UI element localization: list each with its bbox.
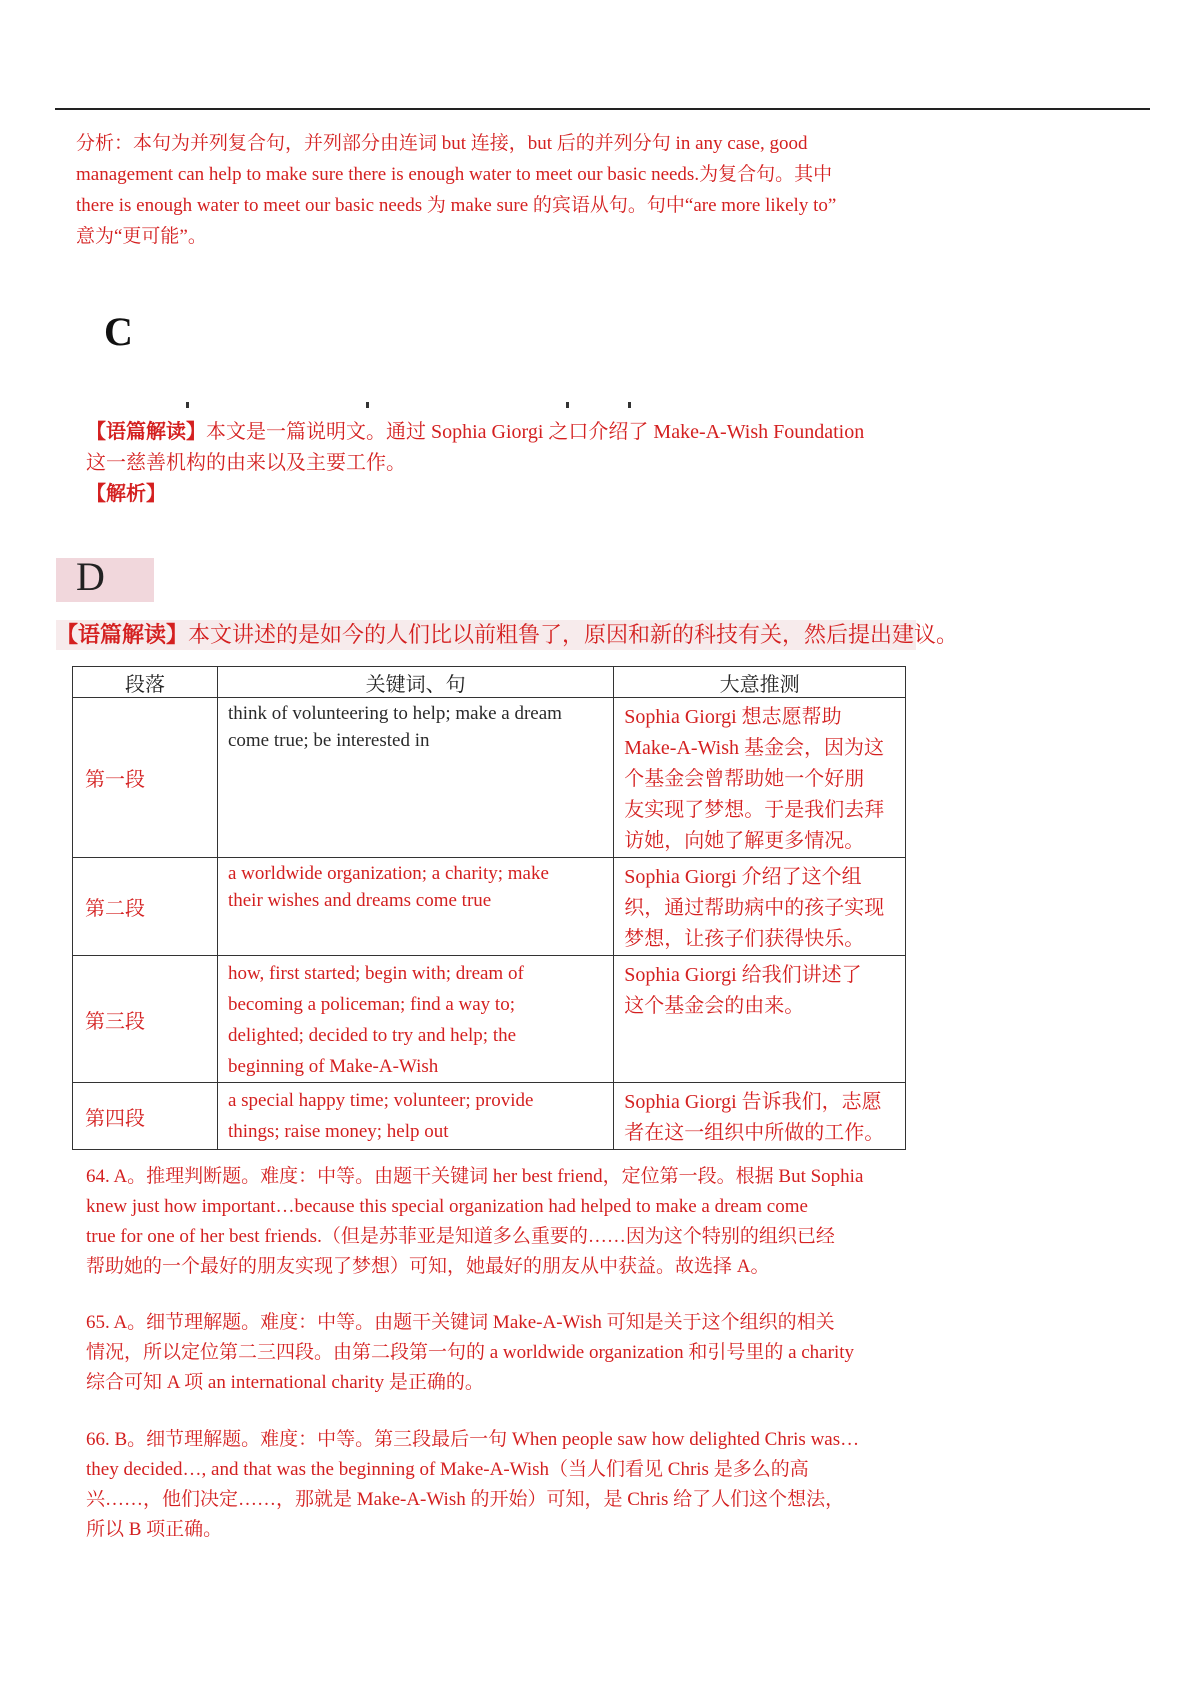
table-summary-cell [614, 698, 906, 858]
keyword-line: becoming a policeman; find a way to; [227, 994, 515, 1015]
table-header-cell: 大意推测 [614, 667, 906, 698]
answer-66 [86, 1425, 859, 1545]
analysis-paragraph [76, 128, 836, 252]
answer-line: 情况，所以定位第二三四段。由第二段第一句的 a worldwide organization 和引号里的 a charity [86, 1342, 854, 1363]
summary-line: 访她，向她了解更多情况。 [624, 830, 865, 852]
summary-line: Sophia Giorgi 给我们讲述了 [624, 964, 862, 986]
section-c-intro-text-2: 这一慈善机构的由来以及主要工作。 [86, 452, 406, 474]
answer-line: 综合可知 A 项 an international charity 是正确的。 [86, 1372, 484, 1393]
answer-line: they decided…, and that was the beginning of Make-A-Wish（当人们看见 Chris 是多么的高 [86, 1459, 809, 1480]
keyword-line: things; raise money; help out [227, 1121, 449, 1142]
summary-line: 梦想，让孩子们获得快乐。 [624, 928, 865, 950]
answer-line: 所以 B 项正确。 [86, 1519, 223, 1540]
table-para-cell: 第二段 [73, 858, 218, 956]
analysis-line: 分析：本句为并列复合句，并列部分由连词 but 连接，but 后的并列分句 in any case, good [76, 133, 808, 154]
section-c-intro [86, 417, 864, 510]
section-c-intro-label: 【语篇解读】 [86, 421, 206, 443]
section-d-intro-text: 本文讲述的是如今的人们比以前粗鲁了，原因和新的科技有关，然后提出建议。 [188, 622, 959, 647]
table-row [73, 956, 906, 1083]
section-c-letter: C [104, 309, 133, 354]
table-para-cell: 第四段 [73, 1083, 218, 1150]
answer-line: true for one of her best friends.（但是苏菲亚是知道多么重要的……因为这个特别的组织已经 [86, 1226, 835, 1247]
answer-line: 65. A。细节理解题。难度：中等。由题干关键词 Make-A-Wish 可知是关于这个组织的相关 [86, 1312, 835, 1333]
keyword-line: how, first started; begin with; dream of [227, 963, 524, 984]
answer-line: 64. A。推理判断题。难度：中等。由题干关键词 her best friend，定位第一段。根据 But Sophia [86, 1166, 864, 1187]
answer-line: knew just how important…because this special organization had helped to make a dream come [86, 1196, 808, 1217]
table-keywords-cell [217, 698, 613, 858]
table-row [73, 1083, 906, 1150]
summary-line: Make-A-Wish 基金会，因为这 [624, 737, 884, 759]
keyword-line: delighted; decided to try and help; the [227, 1025, 517, 1046]
summary-line: Sophia Giorgi 想志愿帮助 [624, 706, 842, 728]
section-d-highlight [56, 558, 154, 602]
keyword-line: think of volunteering to help; make a dream [227, 703, 562, 724]
section-c-intro-text: 本文是一篇说明文。通过 Sophia Giorgi 之口介绍了 Make-A-Wish Foundation [206, 421, 865, 443]
analysis-line: 意为“更可能”。 [76, 226, 207, 247]
table-header-cell: 关键词、句 [217, 667, 613, 698]
table-row [73, 858, 906, 956]
table-summary-cell [614, 1083, 906, 1150]
table-header-cell: 段落 [73, 667, 218, 698]
scan-artifact [180, 402, 640, 408]
answer-line: 帮助她的一个最好的朋友实现了梦想）可知，她最好的朋友从中获益。故选择 A。 [86, 1256, 770, 1277]
table-keywords-cell [217, 956, 613, 1083]
table-header-row [73, 667, 906, 698]
keyword-line: a special happy time; volunteer; provide [227, 1090, 534, 1111]
section-c-jiexi-label: 【解析】 [86, 483, 166, 505]
section-d-intro-label: 【语篇解读】 [56, 622, 189, 647]
table-para-cell: 第三段 [73, 956, 218, 1083]
answer-65 [86, 1308, 854, 1398]
summary-line: 者在这一组织中所做的工作。 [624, 1122, 885, 1144]
table-summary-cell [614, 956, 906, 1083]
section-d-letter: D [76, 554, 105, 599]
key-words-table [72, 666, 906, 1150]
summary-line: 个基金会曾帮助她一个好朋 [624, 768, 865, 790]
table-keywords-cell [217, 1083, 613, 1150]
summary-line: Sophia Giorgi 介绍了这个组 [624, 866, 862, 888]
table-row [73, 698, 906, 858]
table-para-cell: 第一段 [73, 698, 218, 858]
keyword-line: their wishes and dreams come true [227, 890, 492, 911]
keyword-line: beginning of Make-A-Wish [227, 1056, 439, 1077]
answer-line: 66. B。细节理解题。难度：中等。第三段最后一句 When people saw how delighted Chris was… [86, 1429, 860, 1450]
answer-line: 兴……，他们决定……，那就是 Make-A-Wish 的开始）可知，是 Chris 给了人们这个想法， [86, 1489, 845, 1510]
summary-line: 织，通过帮助病中的孩子实现 [624, 897, 885, 919]
analysis-line: management can help to make sure there is enough water to meet our basic needs.为复合句。其中 [76, 164, 833, 185]
summary-line: Sophia Giorgi 告诉我们，志愿 [624, 1091, 882, 1113]
answer-64 [86, 1162, 863, 1282]
table-summary-cell [614, 858, 906, 956]
summary-line: 友实现了梦想。于是我们去拜 [624, 799, 885, 821]
keyword-line: come true; be interested in [227, 730, 430, 751]
header-rule [55, 108, 1150, 110]
keyword-line: a worldwide organization; a charity; make [227, 863, 549, 884]
section-d-intro [56, 620, 958, 650]
table-keywords-cell [217, 858, 613, 956]
summary-line: 这个基金会的由来。 [624, 995, 805, 1017]
analysis-line: there is enough water to meet our basic needs 为 make sure 的宾语从句。句中“are more likely to” [76, 195, 837, 216]
